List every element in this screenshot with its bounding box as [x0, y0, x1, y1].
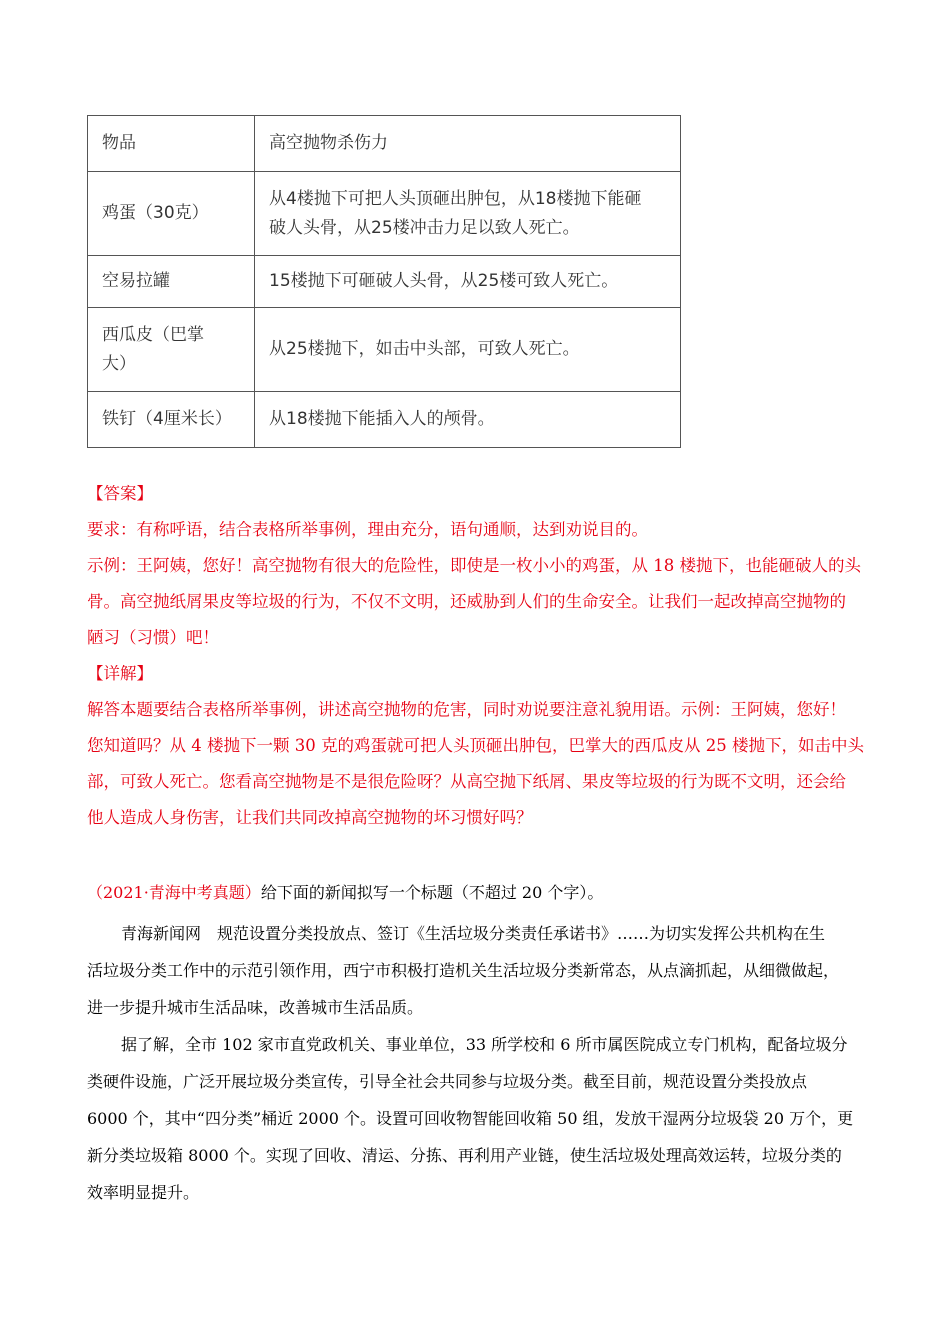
table-row [88, 308, 681, 392]
answer-line: 陋习（习惯）吧！ [87, 628, 219, 647]
explanation-line: 解答本题要结合表格所举事例，讲述高空抛物的危害，同时劝说要注意礼貌用语。示例：王阿姨，您好！ [87, 700, 846, 719]
table-cell-effect [255, 172, 681, 256]
question-section [87, 874, 867, 1211]
table-header-row [88, 116, 681, 172]
answer-line: 要求：有称呼语，结合表格所举事例，理由充分，语句通顺，达到劝说目的。 [87, 520, 648, 539]
explanation-line: 部，可致人死亡。您看高空抛物是不是很危险呀？从高空抛下纸屑、果皮等垃圾的行为既不文明，还会给 [87, 772, 846, 791]
item-line: 大） [102, 353, 136, 374]
effect-line: 从18楼抛下能插入人的颅骨。 [269, 409, 495, 429]
answer-line: 骨。高空抛纸屑果皮等垃圾的行为，不仅不文明，还威胁到人们的生命安全。让我们一起改掉高空抛物的 [87, 592, 846, 611]
news-line: 新分类垃圾箱 8000 个。实现了回收、清运、分拣、再利用产业链，使生活垃圾处理高效运转，垃圾分类的 [87, 1146, 842, 1165]
effect-line: 15楼抛下可砸破人头骨，从25楼可致人死亡。 [269, 271, 619, 291]
news-line: 类硬件设施，广泛开展垃圾分类宣传，引导全社会共同参与垃圾分类。截至目前，规范设置分类投放点 [87, 1072, 808, 1091]
question-prompt: 给下面的新闻拟写一个标题（不超过 20 个字）。 [260, 883, 604, 902]
news-line: 活垃圾分类工作中的示范引领作用，西宁市积极打造机关生活垃圾分类新常态，从点滴抓起，从细微做起， [87, 961, 840, 980]
table-row [88, 172, 681, 256]
table-header-cell: 物品 [88, 116, 255, 172]
news-line: 青海新闻网 规范设置分类投放点、签订《生活垃圾分类责任承诺书》……为切实发挥公共机构在生 [121, 924, 826, 943]
table-header-cell: 高空抛物杀伤力 [255, 116, 681, 172]
explanation-line: 他人造成人身伤害，让我们共同改掉高空抛物的坏习惯好吗？ [87, 808, 533, 827]
answer-section [87, 476, 867, 656]
effect-line: 从25楼抛下，如击中头部，可致人死亡。 [269, 339, 580, 359]
news-line: 进一步提升城市生活品味，改善城市生活品质。 [87, 998, 424, 1017]
table-row [88, 392, 681, 448]
news-line: 效率明显提升。 [87, 1183, 200, 1202]
answer-line: 示例：王阿姨，您好！高空抛物有很大的危险性，即使是一枚小小的鸡蛋，从 18 楼抛下，也能砸破人的头 [87, 556, 861, 575]
explanation-line: 您知道吗？从 4 楼抛下一颗 30 克的鸡蛋就可把人头顶砸出肿包，巴掌大的西瓜皮从 25 楼抛下，如击中头 [87, 736, 864, 755]
news-line: 6000 个，其中“四分类”桶近 2000 个。设置可回收物智能回收箱 50 组，发放干湿两分垃圾袋 20 万个，更 [87, 1109, 854, 1128]
question-title [87, 874, 867, 911]
news-line: 据了解，全市 102 家市直党政机关、事业单位，33 所学校和 6 所市属医院成立专门机构，配备垃圾分 [121, 1035, 848, 1054]
table-row [88, 256, 681, 308]
effect-line: 破人头骨，从25楼冲击力足以致人死亡。 [269, 217, 580, 238]
explanation-heading: 【详解】 [87, 664, 153, 683]
table-cell-effect [255, 392, 681, 448]
table-cell-item: 鸡蛋（30克） [88, 172, 255, 256]
table-cell-effect [255, 256, 681, 308]
table-cell-item: 铁钉（4厘米长） [88, 392, 255, 448]
explanation-section [87, 656, 867, 836]
answer-heading: 【答案】 [87, 484, 153, 503]
table-cell-effect [255, 308, 681, 392]
table-cell-item: 空易拉罐 [88, 256, 255, 308]
table-cell-item [88, 308, 255, 392]
effect-line: 从4楼抛下可把人头顶砸出肿包，从18楼抛下能砸 [269, 188, 642, 209]
question-source: （2021·青海中考真题） [87, 883, 261, 902]
item-line: 西瓜皮（巴掌 [102, 324, 204, 345]
danger-table [87, 115, 681, 448]
